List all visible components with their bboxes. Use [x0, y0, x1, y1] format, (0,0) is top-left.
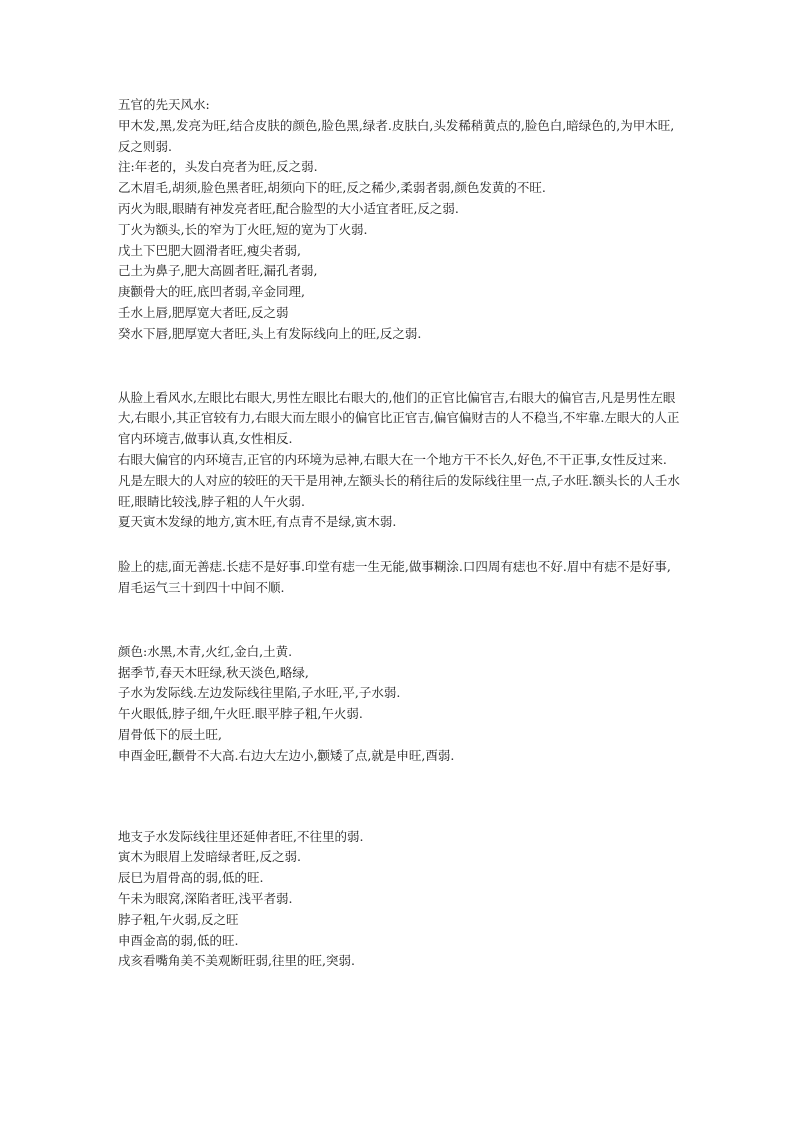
paragraph-line: 午火眼低,脖子细,午火旺.眼平脖子粗,午火弱. — [118, 706, 363, 722]
paragraph-line: 地支子水发际线往里还延伸者旺,不往里的弱. — [118, 828, 364, 844]
paragraph-line: 寅木为眼眉上发暗绿者旺,反之弱. — [118, 849, 301, 865]
paragraph-line: 午未为眼窝,深陷者旺,浅平者弱. — [118, 890, 293, 906]
paragraph-line: 注:年老的，头发白亮者为旺,反之弱. — [118, 159, 318, 175]
paragraph-line: 癸水下唇,肥厚宽大者旺,头上有发际线向上的旺,反之弱. — [118, 325, 422, 341]
section-eyes — [118, 388, 680, 534]
spacer — [118, 599, 680, 642]
paragraph-line: 脖子粗,午火弱,反之旺 — [118, 911, 239, 927]
section-facial-features — [118, 95, 680, 345]
section-earthly-branches — [118, 827, 680, 973]
paragraph-line: 右眼大偏官的内环境吉,正官的内环境为忌神,右眼大在一个地方干不长久,好色,不干正事,女性反过来. — [118, 451, 667, 467]
paragraph-line: 眉骨低下的辰土旺, — [118, 726, 222, 742]
paragraph-line: 乙木眉毛,胡须,脸色黑者旺,胡须向下的旺,反之稀少,柔弱者弱,颜色发黄的不旺. — [118, 180, 546, 196]
paragraph-line: 据季节,春天木旺绿,秋天淡色,略绿, — [118, 664, 309, 680]
paragraph-line: 己土为鼻子,肥大高圆者旺,漏孔者弱, — [118, 263, 318, 279]
paragraph-line: 子水为发际线.左边发际线往里陷,子水旺,平,子水弱. — [118, 685, 401, 701]
paragraph-line: 戌亥看嘴角美不美观断旺弱,往里的旺,突弱. — [118, 953, 355, 969]
section-colors — [118, 642, 680, 767]
spacer — [118, 767, 680, 827]
paragraph-line: 凡是左眼大的人对应的较旺的天干是用神,左额头长的稍往后的发际线往里一点,子水旺.额头长的人壬水旺,眼睛比较浅,脖子粗的人午火弱. — [118, 472, 680, 509]
spacer — [118, 533, 680, 557]
paragraph-line: 从脸上看风水,左眼比右眼大,男性左眼比右眼大的,他们的正官比偏官吉,右眼大的偏官吉,凡是男性左眼大,右眼小,其正官较有力,右眼大而左眼小的偏官比正官吉,偏官偏财吉的人不稳当,不牢靠.左眼大的人正官内环境吉,做事认真,女性相反. — [118, 389, 680, 447]
section-heading: 五官的先天风水: — [118, 97, 210, 112]
paragraph-line: 丁火为额头,长的窄为丁火旺,短的宽为丁火弱. — [118, 221, 368, 237]
paragraph-line: 脸上的痣,面无善痣.长痣不是好事.印堂有痣一生无能,做事糊涂.口四周有痣也不好.眉中有痣不是好事,眉毛运气三十到四十中间不顺. — [118, 559, 671, 595]
paragraph-line: 丙火为眼,眼睛有神发亮者旺,配合脸型的大小适宜者旺,反之弱. — [118, 200, 459, 216]
section-moles — [118, 557, 680, 599]
paragraph-line: 戊土下巴肥大圆滑者旺,瘦尖者弱, — [118, 242, 301, 258]
paragraph-line: 颜色:水黑,木青,火红,金白,土黄. — [118, 643, 293, 659]
paragraph-line: 申酉金旺,颧骨不大高.右边大左边小,颧矮了点,就是申旺,酉弱. — [118, 747, 455, 763]
paragraph-line: 申酉金高的弱,低的旺. — [118, 932, 239, 948]
paragraph-line: 甲木发,黑,发亮为旺,结合皮肤的颜色,脸色黑,绿者.皮肤白,头发稀稍黄点的,脸色白,暗绿色的,为甲木旺,反之则弱. — [118, 117, 675, 154]
paragraph-line: 夏天寅木发绿的地方,寅木旺,有点青不是绿,寅木弱. — [118, 514, 397, 530]
spacer — [118, 345, 680, 388]
document-body — [118, 95, 680, 972]
paragraph-line: 辰巳为眉骨高的弱,低的旺. — [118, 870, 264, 886]
paragraph-line: 庚颧骨大的旺,底凹者弱,辛金同理, — [118, 284, 305, 300]
paragraph-line: 壬水上唇,肥厚宽大者旺,反之弱 — [118, 304, 289, 320]
